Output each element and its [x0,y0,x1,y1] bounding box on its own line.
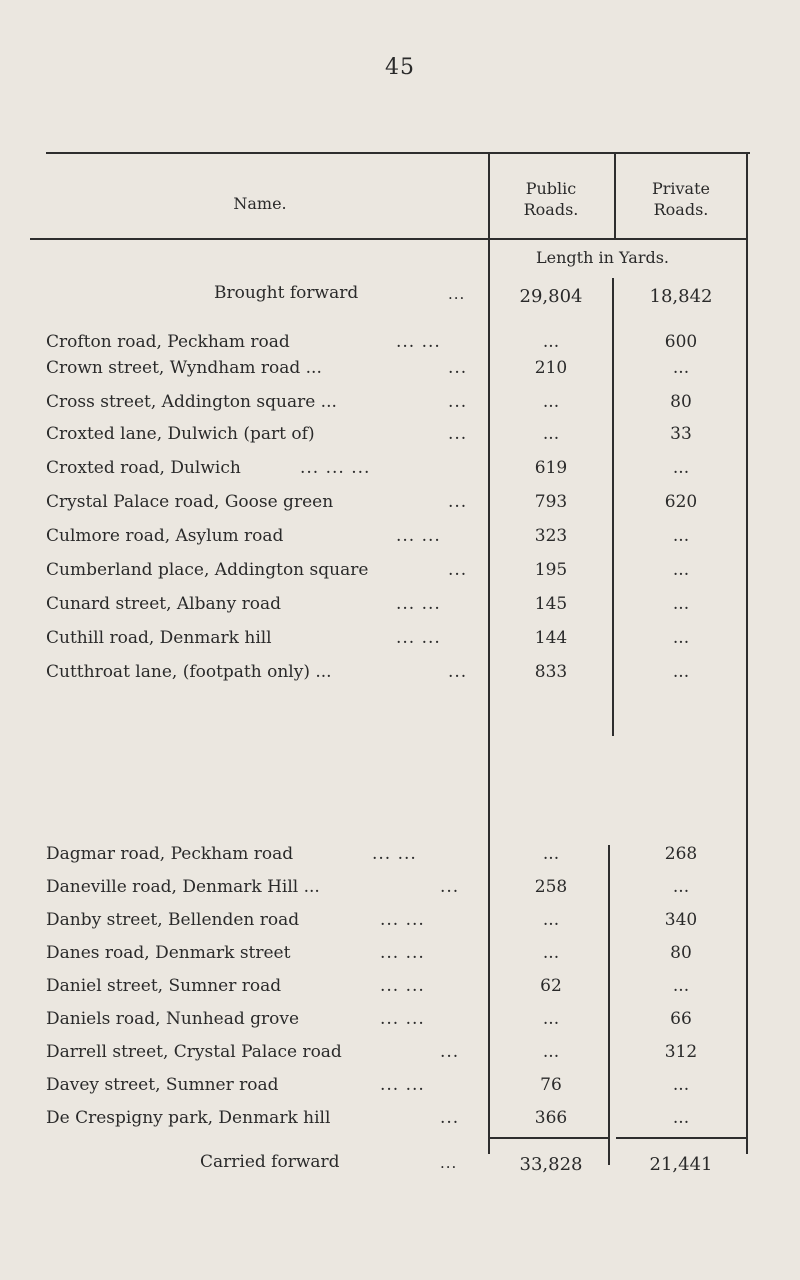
public-value: 144 [534,628,568,648]
public-header-line1: Public [525,179,577,198]
table-row [0,560,800,586]
private-value: ... [672,1108,690,1128]
private-header-line1: Private [651,179,710,198]
carried-forward-values [0,1154,800,1180]
road-name: Danby street, Bellenden road [46,910,300,930]
row-leader: ... ... [396,332,441,352]
private-value: 80 [670,943,692,963]
name-column-header: Name. [233,194,287,213]
brought-forward-private: 18,842 [649,286,713,307]
public-value: ... [542,910,560,930]
private-value: ... [672,662,690,682]
private-header-line2: Roads. [653,200,709,219]
road-name: Croxted lane, Dulwich (part of) [46,424,315,444]
public-value: 323 [534,526,568,546]
road-name: Cunard street, Albany road [46,594,281,614]
road-name: Danes road, Denmark street [46,943,291,963]
table-row [0,492,800,518]
table-row [0,844,800,870]
private-value: ... [672,560,690,580]
row-leader: ... [440,1108,460,1128]
private-value: 600 [664,332,698,352]
table-row [0,458,800,484]
carried-forward-label: Carried forward [200,1152,340,1172]
private-value: ... [672,458,690,478]
private-value: 80 [670,392,692,412]
row-leader: ... ... [396,628,441,648]
road-name: Davey street, Sumner road [46,1075,279,1095]
road-name: Crofton road, Peckham road [46,332,290,352]
row-leader: ... ... [396,526,441,546]
private-value: ... [672,628,690,648]
row-leader: ... ... [380,910,425,930]
row-leader: ... ... [396,594,441,614]
public-value: ... [542,844,560,864]
carried-forward-private: 21,441 [649,1154,713,1175]
road-name: Darrell street, Crystal Palace road [46,1042,342,1062]
private-value: 340 [664,910,698,930]
table-row [0,628,800,654]
road-name: Daniel street, Sumner road [46,976,282,996]
private-value: ... [672,1075,690,1095]
row-leader: ... ... [380,1075,425,1095]
header-bottom-rule [30,238,748,240]
table-row [0,358,800,384]
road-name: Cutthroat lane, (footpath only) ... [46,662,332,682]
public-value: ... [542,1042,560,1062]
public-value: 76 [540,1075,562,1095]
carried-forward-public: 33,828 [519,1154,583,1175]
row-leader: ... [440,877,460,897]
brought-forward-label: Brought forward [214,283,359,303]
brought-forward-public: 29,804 [519,286,583,307]
row-leader: ... [448,424,468,444]
public-roads-header [490,178,612,220]
row-leader: ... [448,560,468,580]
public-value: 258 [534,877,568,897]
carried-forward-leader: ... [440,1154,458,1172]
public-value: ... [542,392,560,412]
private-value: 268 [664,844,698,864]
table-row [0,1009,800,1035]
private-roads-header [616,178,746,220]
private-value: 66 [670,1009,692,1029]
public-value: 619 [534,458,568,478]
road-name: Crystal Palace road, Goose green [46,492,334,512]
table-row [0,1075,800,1101]
table-row [0,424,800,450]
table-top-rule [46,152,750,154]
row-leader: ... [440,1042,460,1062]
public-value: 62 [540,976,562,996]
public-value: 833 [534,662,568,682]
table-row [0,526,800,552]
row-leader: ... [448,358,468,378]
road-name: Croxted road, Dulwich [46,458,241,478]
public-value: 793 [534,492,568,512]
road-name: Crown street, Wyndham road ... [46,358,322,378]
road-name: De Crespigny park, Denmark hill [46,1108,331,1128]
public-value: 210 [534,358,568,378]
total-rule-public [490,1137,610,1139]
public-value: ... [542,943,560,963]
private-value: ... [672,358,690,378]
table-row [0,392,800,418]
road-name: Daneville road, Denmark Hill ... [46,877,320,897]
table-row [0,910,800,936]
private-value: ... [672,526,690,546]
table-row [0,1108,800,1134]
public-value: 145 [534,594,568,614]
private-value: 620 [664,492,698,512]
public-value: ... [542,424,560,444]
length-unit-header: Length in Yards. [536,248,670,267]
row-leader: ... ... [380,943,425,963]
road-name: Cumberland place, Addington square [46,560,369,580]
brought-forward-values [0,286,800,312]
total-rule-private [616,1137,746,1139]
private-value: ... [672,877,690,897]
road-name: Cross street, Addington square ... [46,392,337,412]
row-leader: ... ... [380,1009,425,1029]
row-leader: ... ... [380,976,425,996]
public-value: ... [542,1009,560,1029]
private-value: ... [672,976,690,996]
table-row [0,594,800,620]
table-row [0,976,800,1002]
public-value: 195 [534,560,568,580]
road-name: Cuthill road, Denmark hill [46,628,272,648]
row-leader: ... [448,662,468,682]
private-value: 33 [670,424,692,444]
public-value: 366 [534,1108,568,1128]
table-row [0,943,800,969]
public-header-line2: Roads. [523,200,579,219]
table-row [0,877,800,903]
page-number: 45 [385,55,415,80]
row-leader: ... ... ... [300,458,371,478]
private-value: ... [672,594,690,614]
row-leader: ... ... [372,844,417,864]
road-name: Culmore road, Asylum road [46,526,284,546]
table-row [0,1042,800,1068]
road-name: Daniels road, Nunhead grove [46,1009,300,1029]
row-leader: ... [448,492,468,512]
row-leader: ... [448,392,468,412]
private-value: 312 [664,1042,698,1062]
brought-forward-leader: ... [448,285,466,303]
table-row [0,662,800,688]
public-value: ... [542,332,560,352]
table-row [0,332,800,358]
road-name: Dagmar road, Peckham road [46,844,294,864]
